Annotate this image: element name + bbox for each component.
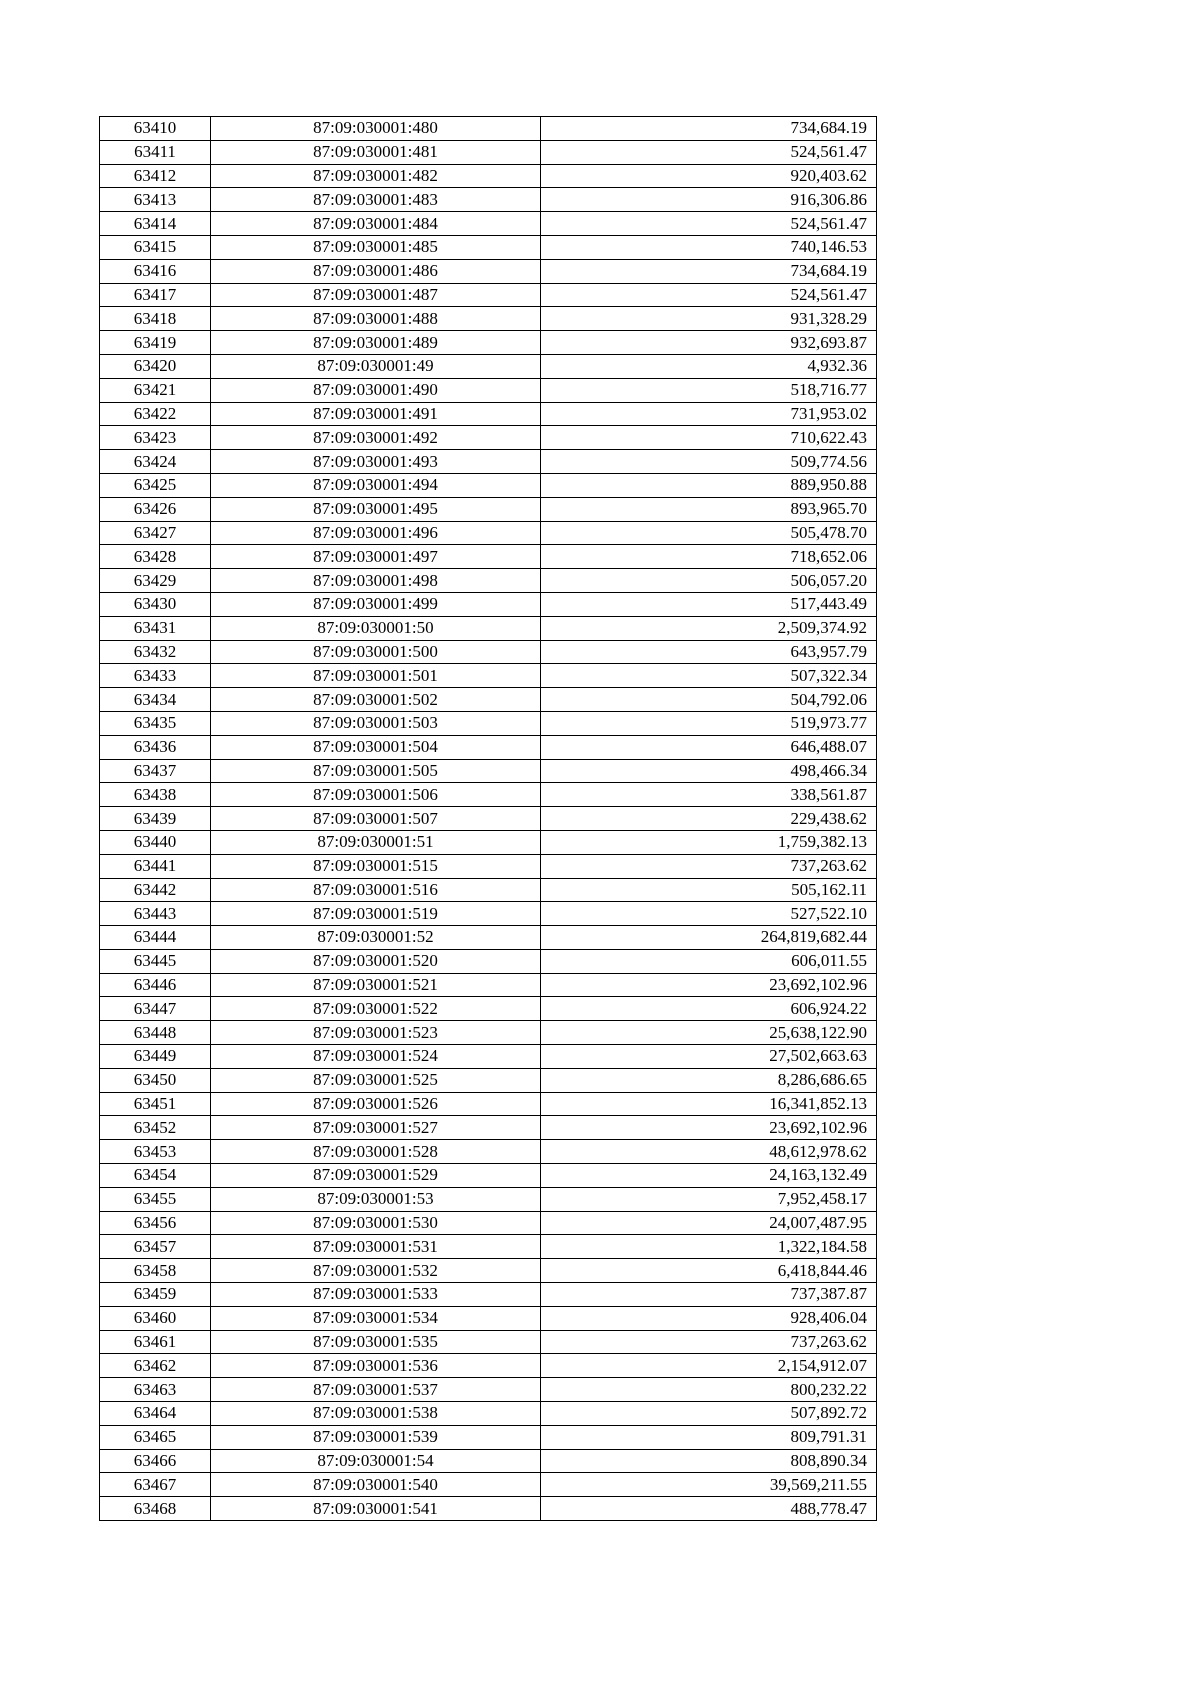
table-row <box>100 164 877 188</box>
cadastral-number-cell: 87:09:030001:503 <box>211 711 541 735</box>
table-body <box>100 117 877 1521</box>
value-cell: 338,561.87 <box>541 783 877 807</box>
value-cell: 6,418,844.46 <box>541 1259 877 1283</box>
value-cell: 893,965.70 <box>541 497 877 521</box>
table-row <box>100 1092 877 1116</box>
row-number-cell: 63457 <box>100 1235 211 1259</box>
cadastral-number-cell: 87:09:030001:485 <box>211 235 541 259</box>
cadastral-number-cell: 87:09:030001:495 <box>211 497 541 521</box>
value-cell: 916,306.86 <box>541 188 877 212</box>
cadastral-number-cell: 87:09:030001:530 <box>211 1211 541 1235</box>
value-cell: 809,791.31 <box>541 1425 877 1449</box>
row-number-cell: 63428 <box>100 545 211 569</box>
value-cell: 524,561.47 <box>541 140 877 164</box>
table-row <box>100 997 877 1021</box>
value-cell: 524,561.47 <box>541 212 877 236</box>
cadastral-number-cell: 87:09:030001:501 <box>211 664 541 688</box>
value-cell: 24,163,132.49 <box>541 1164 877 1188</box>
value-cell: 488,778.47 <box>541 1497 877 1521</box>
table-row <box>100 1425 877 1449</box>
value-cell: 643,957.79 <box>541 640 877 664</box>
value-cell: 517,443.49 <box>541 592 877 616</box>
cadastral-number-cell: 87:09:030001:491 <box>211 402 541 426</box>
value-cell: 498,466.34 <box>541 759 877 783</box>
cadastral-number-cell: 87:09:030001:506 <box>211 783 541 807</box>
table-row <box>100 1330 877 1354</box>
row-number-cell: 63417 <box>100 283 211 307</box>
value-cell: 504,792.06 <box>541 688 877 712</box>
cadastral-number-cell: 87:09:030001:532 <box>211 1259 541 1283</box>
cadastral-number-cell: 87:09:030001:529 <box>211 1164 541 1188</box>
cadastral-number-cell: 87:09:030001:502 <box>211 688 541 712</box>
table-row <box>100 188 877 212</box>
row-number-cell: 63438 <box>100 783 211 807</box>
table-row <box>100 592 877 616</box>
table-row <box>100 1354 877 1378</box>
table-row <box>100 688 877 712</box>
row-number-cell: 63434 <box>100 688 211 712</box>
table-row <box>100 426 877 450</box>
cadastral-number-cell: 87:09:030001:54 <box>211 1449 541 1473</box>
value-cell: 889,950.88 <box>541 473 877 497</box>
cadastral-number-cell: 87:09:030001:541 <box>211 1497 541 1521</box>
table-row <box>100 450 877 474</box>
value-cell: 808,890.34 <box>541 1449 877 1473</box>
cadastral-number-cell: 87:09:030001:505 <box>211 759 541 783</box>
cadastral-number-cell: 87:09:030001:519 <box>211 902 541 926</box>
table-row <box>100 212 877 236</box>
cadastral-number-cell: 87:09:030001:52 <box>211 926 541 950</box>
cadastral-number-cell: 87:09:030001:520 <box>211 949 541 973</box>
row-number-cell: 63413 <box>100 188 211 212</box>
row-number-cell: 63432 <box>100 640 211 664</box>
value-cell: 710,622.43 <box>541 426 877 450</box>
cadastral-number-cell: 87:09:030001:482 <box>211 164 541 188</box>
value-cell: 4,932.36 <box>541 354 877 378</box>
table-row <box>100 1378 877 1402</box>
row-number-cell: 63461 <box>100 1330 211 1354</box>
cadastral-number-cell: 87:09:030001:483 <box>211 188 541 212</box>
row-number-cell: 63460 <box>100 1306 211 1330</box>
row-number-cell: 63465 <box>100 1425 211 1449</box>
row-number-cell: 63452 <box>100 1116 211 1140</box>
row-number-cell: 63456 <box>100 1211 211 1235</box>
value-cell: 646,488.07 <box>541 735 877 759</box>
table-row <box>100 140 877 164</box>
value-cell: 1,322,184.58 <box>541 1235 877 1259</box>
cadastral-number-cell: 87:09:030001:535 <box>211 1330 541 1354</box>
cadastral-number-cell: 87:09:030001:534 <box>211 1306 541 1330</box>
cadastral-number-cell: 87:09:030001:490 <box>211 378 541 402</box>
row-number-cell: 63459 <box>100 1283 211 1307</box>
value-cell: 737,263.62 <box>541 854 877 878</box>
value-cell: 737,387.87 <box>541 1283 877 1307</box>
value-cell: 718,652.06 <box>541 545 877 569</box>
cadastral-number-cell: 87:09:030001:516 <box>211 878 541 902</box>
table-row <box>100 521 877 545</box>
cadastral-number-cell: 87:09:030001:525 <box>211 1068 541 1092</box>
table-row <box>100 902 877 926</box>
table-row <box>100 378 877 402</box>
cadastral-number-cell: 87:09:030001:494 <box>211 473 541 497</box>
value-cell: 39,569,211.55 <box>541 1473 877 1497</box>
row-number-cell: 63430 <box>100 592 211 616</box>
cadastral-number-cell: 87:09:030001:486 <box>211 259 541 283</box>
row-number-cell: 63443 <box>100 902 211 926</box>
value-cell: 24,007,487.95 <box>541 1211 877 1235</box>
value-cell: 932,693.87 <box>541 331 877 355</box>
value-cell: 737,263.62 <box>541 1330 877 1354</box>
value-cell: 731,953.02 <box>541 402 877 426</box>
row-number-cell: 63444 <box>100 926 211 950</box>
row-number-cell: 63418 <box>100 307 211 331</box>
row-number-cell: 63422 <box>100 402 211 426</box>
cadastral-number-cell: 87:09:030001:497 <box>211 545 541 569</box>
cadastral-number-cell: 87:09:030001:537 <box>211 1378 541 1402</box>
row-number-cell: 63435 <box>100 711 211 735</box>
value-cell: 264,819,682.44 <box>541 926 877 950</box>
table-row <box>100 1211 877 1235</box>
table-row <box>100 664 877 688</box>
cadastral-number-cell: 87:09:030001:487 <box>211 283 541 307</box>
value-cell: 23,692,102.96 <box>541 1116 877 1140</box>
row-number-cell: 63466 <box>100 1449 211 1473</box>
row-number-cell: 63414 <box>100 212 211 236</box>
cadastral-number-cell: 87:09:030001:492 <box>211 426 541 450</box>
table-row <box>100 1021 877 1045</box>
cadastral-number-cell: 87:09:030001:507 <box>211 807 541 831</box>
cadastral-number-cell: 87:09:030001:499 <box>211 592 541 616</box>
cadastral-number-cell: 87:09:030001:515 <box>211 854 541 878</box>
cadastral-number-cell: 87:09:030001:489 <box>211 331 541 355</box>
table-row <box>100 973 877 997</box>
cadastral-number-cell: 87:09:030001:526 <box>211 1092 541 1116</box>
cadastral-number-cell: 87:09:030001:531 <box>211 1235 541 1259</box>
value-cell: 229,438.62 <box>541 807 877 831</box>
table-row <box>100 1164 877 1188</box>
row-number-cell: 63437 <box>100 759 211 783</box>
value-cell: 16,341,852.13 <box>541 1092 877 1116</box>
row-number-cell: 63433 <box>100 664 211 688</box>
cadastral-number-cell: 87:09:030001:524 <box>211 1045 541 1069</box>
value-cell: 506,057.20 <box>541 569 877 593</box>
row-number-cell: 63436 <box>100 735 211 759</box>
row-number-cell: 63419 <box>100 331 211 355</box>
value-cell: 928,406.04 <box>541 1306 877 1330</box>
cadastral-number-cell: 87:09:030001:500 <box>211 640 541 664</box>
value-cell: 606,924.22 <box>541 997 877 1021</box>
value-cell: 518,716.77 <box>541 378 877 402</box>
value-cell: 23,692,102.96 <box>541 973 877 997</box>
cadastral-number-cell: 87:09:030001:484 <box>211 212 541 236</box>
row-number-cell: 63441 <box>100 854 211 878</box>
table-row <box>100 830 877 854</box>
row-number-cell: 63445 <box>100 949 211 973</box>
value-cell: 509,774.56 <box>541 450 877 474</box>
row-number-cell: 63412 <box>100 164 211 188</box>
table-row <box>100 1259 877 1283</box>
table-row <box>100 331 877 355</box>
table-row <box>100 259 877 283</box>
table-row <box>100 783 877 807</box>
row-number-cell: 63450 <box>100 1068 211 1092</box>
row-number-cell: 63451 <box>100 1092 211 1116</box>
table-row <box>100 878 877 902</box>
row-number-cell: 63449 <box>100 1045 211 1069</box>
cadastral-number-cell: 87:09:030001:523 <box>211 1021 541 1045</box>
value-cell: 800,232.22 <box>541 1378 877 1402</box>
table-row <box>100 1140 877 1164</box>
table-row <box>100 497 877 521</box>
value-cell: 27,502,663.63 <box>541 1045 877 1069</box>
table-row <box>100 711 877 735</box>
row-number-cell: 63467 <box>100 1473 211 1497</box>
table-row <box>100 807 877 831</box>
value-cell: 606,011.55 <box>541 949 877 973</box>
value-cell: 527,522.10 <box>541 902 877 926</box>
row-number-cell: 63453 <box>100 1140 211 1164</box>
row-number-cell: 63426 <box>100 497 211 521</box>
row-number-cell: 63420 <box>100 354 211 378</box>
value-cell: 740,146.53 <box>541 235 877 259</box>
table-row <box>100 235 877 259</box>
table-row <box>100 283 877 307</box>
cadastral-number-cell: 87:09:030001:481 <box>211 140 541 164</box>
value-cell: 1,759,382.13 <box>541 830 877 854</box>
row-number-cell: 63455 <box>100 1187 211 1211</box>
cadastral-number-cell: 87:09:030001:539 <box>211 1425 541 1449</box>
value-cell: 931,328.29 <box>541 307 877 331</box>
row-number-cell: 63423 <box>100 426 211 450</box>
value-cell: 507,892.72 <box>541 1402 877 1426</box>
cadastral-number-cell: 87:09:030001:496 <box>211 521 541 545</box>
cadastral-number-cell: 87:09:030001:538 <box>211 1402 541 1426</box>
table-row <box>100 1306 877 1330</box>
table-row <box>100 926 877 950</box>
table-row <box>100 569 877 593</box>
value-cell: 920,403.62 <box>541 164 877 188</box>
cadastral-number-cell: 87:09:030001:522 <box>211 997 541 1021</box>
cadastral-number-cell: 87:09:030001:49 <box>211 354 541 378</box>
row-number-cell: 63415 <box>100 235 211 259</box>
row-number-cell: 63421 <box>100 378 211 402</box>
value-cell: 524,561.47 <box>541 283 877 307</box>
cadastral-number-cell: 87:09:030001:480 <box>211 117 541 141</box>
row-number-cell: 63416 <box>100 259 211 283</box>
value-cell: 734,684.19 <box>541 117 877 141</box>
row-number-cell: 63411 <box>100 140 211 164</box>
row-number-cell: 63410 <box>100 117 211 141</box>
table-row <box>100 759 877 783</box>
table-row <box>100 854 877 878</box>
row-number-cell: 63440 <box>100 830 211 854</box>
table-row <box>100 640 877 664</box>
cadastral-number-cell: 87:09:030001:504 <box>211 735 541 759</box>
row-number-cell: 63458 <box>100 1259 211 1283</box>
row-number-cell: 63462 <box>100 1354 211 1378</box>
row-number-cell: 63424 <box>100 450 211 474</box>
table-row <box>100 1449 877 1473</box>
cadastral-number-cell: 87:09:030001:533 <box>211 1283 541 1307</box>
value-cell: 8,286,686.65 <box>541 1068 877 1092</box>
cadastral-number-cell: 87:09:030001:51 <box>211 830 541 854</box>
cadastral-number-cell: 87:09:030001:53 <box>211 1187 541 1211</box>
value-cell: 507,322.34 <box>541 664 877 688</box>
table-row <box>100 473 877 497</box>
value-cell: 734,684.19 <box>541 259 877 283</box>
cadastral-number-cell: 87:09:030001:528 <box>211 1140 541 1164</box>
cadastral-number-cell: 87:09:030001:527 <box>211 1116 541 1140</box>
table-row <box>100 1116 877 1140</box>
value-cell: 48,612,978.62 <box>541 1140 877 1164</box>
value-cell: 505,478.70 <box>541 521 877 545</box>
table-row <box>100 949 877 973</box>
row-number-cell: 63454 <box>100 1164 211 1188</box>
table-row <box>100 1187 877 1211</box>
table-row <box>100 1402 877 1426</box>
row-number-cell: 63447 <box>100 997 211 1021</box>
table-row <box>100 1045 877 1069</box>
table-row <box>100 307 877 331</box>
cadastral-number-cell: 87:09:030001:536 <box>211 1354 541 1378</box>
cadastral-number-cell: 87:09:030001:540 <box>211 1473 541 1497</box>
row-number-cell: 63429 <box>100 569 211 593</box>
value-cell: 25,638,122.90 <box>541 1021 877 1045</box>
value-cell: 505,162.11 <box>541 878 877 902</box>
row-number-cell: 63442 <box>100 878 211 902</box>
table-row <box>100 616 877 640</box>
table-row <box>100 735 877 759</box>
table-row <box>100 1068 877 1092</box>
cadastral-number-cell: 87:09:030001:498 <box>211 569 541 593</box>
table-row <box>100 1497 877 1521</box>
row-number-cell: 63427 <box>100 521 211 545</box>
cadastral-number-cell: 87:09:030001:50 <box>211 616 541 640</box>
cadastral-value-table <box>99 116 877 1521</box>
row-number-cell: 63431 <box>100 616 211 640</box>
row-number-cell: 63446 <box>100 973 211 997</box>
cadastral-number-cell: 87:09:030001:493 <box>211 450 541 474</box>
table-row <box>100 1235 877 1259</box>
table-row <box>100 1473 877 1497</box>
row-number-cell: 63463 <box>100 1378 211 1402</box>
table-row <box>100 354 877 378</box>
table-row <box>100 117 877 141</box>
cadastral-number-cell: 87:09:030001:521 <box>211 973 541 997</box>
table-row <box>100 1283 877 1307</box>
row-number-cell: 63464 <box>100 1402 211 1426</box>
row-number-cell: 63468 <box>100 1497 211 1521</box>
row-number-cell: 63425 <box>100 473 211 497</box>
row-number-cell: 63448 <box>100 1021 211 1045</box>
table-row <box>100 545 877 569</box>
cadastral-number-cell: 87:09:030001:488 <box>211 307 541 331</box>
value-cell: 7,952,458.17 <box>541 1187 877 1211</box>
value-cell: 2,154,912.07 <box>541 1354 877 1378</box>
value-cell: 2,509,374.92 <box>541 616 877 640</box>
row-number-cell: 63439 <box>100 807 211 831</box>
table-row <box>100 402 877 426</box>
value-cell: 519,973.77 <box>541 711 877 735</box>
